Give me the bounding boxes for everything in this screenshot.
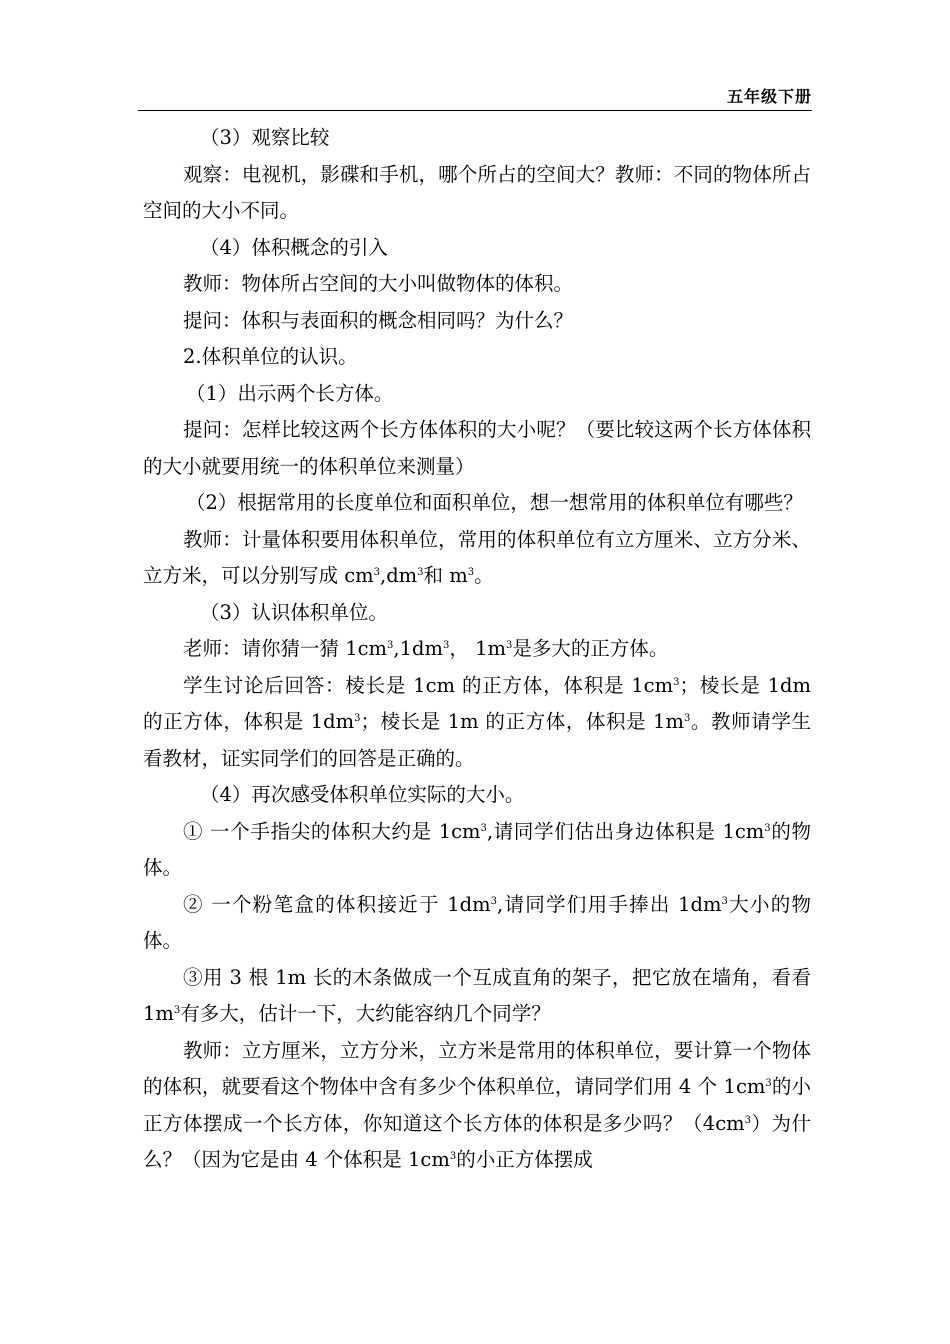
superscript-three: 3 [744, 1114, 751, 1126]
superscript-three: 3 [417, 567, 424, 578]
paragraph: 教师：计量体积要用体积单位，常用的体积单位有立方厘米、立方分米、立方米，可以分别写成 $cm^3,dm^3$和 $m^3$。 [143, 527, 811, 587]
list-item: ③用 3 根 1m 长的木条做成一个互成直角的架子，把它放在墙角，看看 $1m^3$有多大，估计一下，大约能容纳几个同学？ [143, 965, 818, 1025]
superscript-three: 3 [173, 1005, 181, 1016]
paragraph: 观察：电视机，影碟和手机，哪个所占的空间大？教师：不同的物体所占空间的大小不同。 [143, 162, 811, 222]
header-title: 五年级下册 [726, 87, 812, 106]
paragraph: 提问：体积与表面积的概念相同吗？为什么？ [183, 308, 574, 332]
superscript-three: 3 [354, 713, 361, 724]
superscript-three: 3 [765, 1078, 772, 1089]
superscript-three: 3 [373, 567, 380, 578]
subsection-heading: （4）体积概念的引入 [200, 235, 388, 259]
list-item: ② 一个粉笔盒的体积接近于 $1dm^3$,请同学们用手捧出 $1dm^3$大小的物体。 [143, 892, 812, 952]
subsection-heading: （3）认识体积单位。 [200, 600, 388, 624]
paragraph: 学生讨论后回答：棱长是 1cm 的正方体，体积是 $1cm^3$；棱长是 1dm 的正方体，体积是 $1dm^3$；棱长是 1m 的正方体，体积是 $1m^3$。教师请学生看教材，证实同学们的回答是正确的。 [143, 673, 818, 770]
superscript-three: 3 [673, 676, 680, 688]
superscript-three: 3 [443, 640, 450, 651]
paragraph: 提问：怎样比较这两个长方体体积的大小呢？（要比较这两个长方体体积的大小就要用统一的体积单位来测量） [143, 418, 811, 478]
paragraph: 老师：请你猜一猜 $1cm^3,1dm^3$， $1m^3$是多大的正方体。 [183, 637, 669, 660]
subsection-heading: （4）再次感受体积单位实际的大小。 [200, 783, 525, 806]
page-header [138, 86, 812, 111]
superscript-three: 3 [490, 895, 497, 907]
superscript-three: 3 [449, 1151, 457, 1162]
paragraph: （2）根据常用的长度单位和面积单位，想一想常用的体积单位有哪些？ [186, 491, 803, 514]
paragraph: 教师：物体所占空间的大小叫做物体的体积。 [183, 272, 574, 295]
superscript-three: 3 [683, 713, 691, 724]
subsection-heading: （1）出示两个长方体。 [186, 381, 394, 405]
list-item: ① 一个手指尖的体积大约是 $1cm^3$,请同学们估出身边体积是 $1cm^3$的物体。 [143, 819, 811, 879]
superscript-three: 3 [764, 822, 771, 834]
superscript-three: 3 [505, 640, 513, 651]
section-heading: 2.体积单位的认识。 [183, 345, 358, 368]
superscript-three: 3 [387, 640, 394, 651]
document-body [143, 120, 818, 1179]
superscript-three: 3 [467, 567, 475, 578]
paragraph: 教师：立方厘米，立方分米，立方米是常用的体积单位，要计算一个物体的体积，就要看这个物体中含有多少个体积单位，请同学们用 4 个 $1cm^3$的小正方体摆成一个长方体，你知道这个长方体的体积是多少吗？$(4cm^3)$为什么？（因为它是由 4 个体积是 $1cm^3$的小正方体摆成 [143, 1038, 811, 1171]
subsection-heading: （3）观察比较 [200, 126, 330, 149]
superscript-three: 3 [480, 822, 487, 834]
superscript-three: 3 [721, 895, 728, 907]
